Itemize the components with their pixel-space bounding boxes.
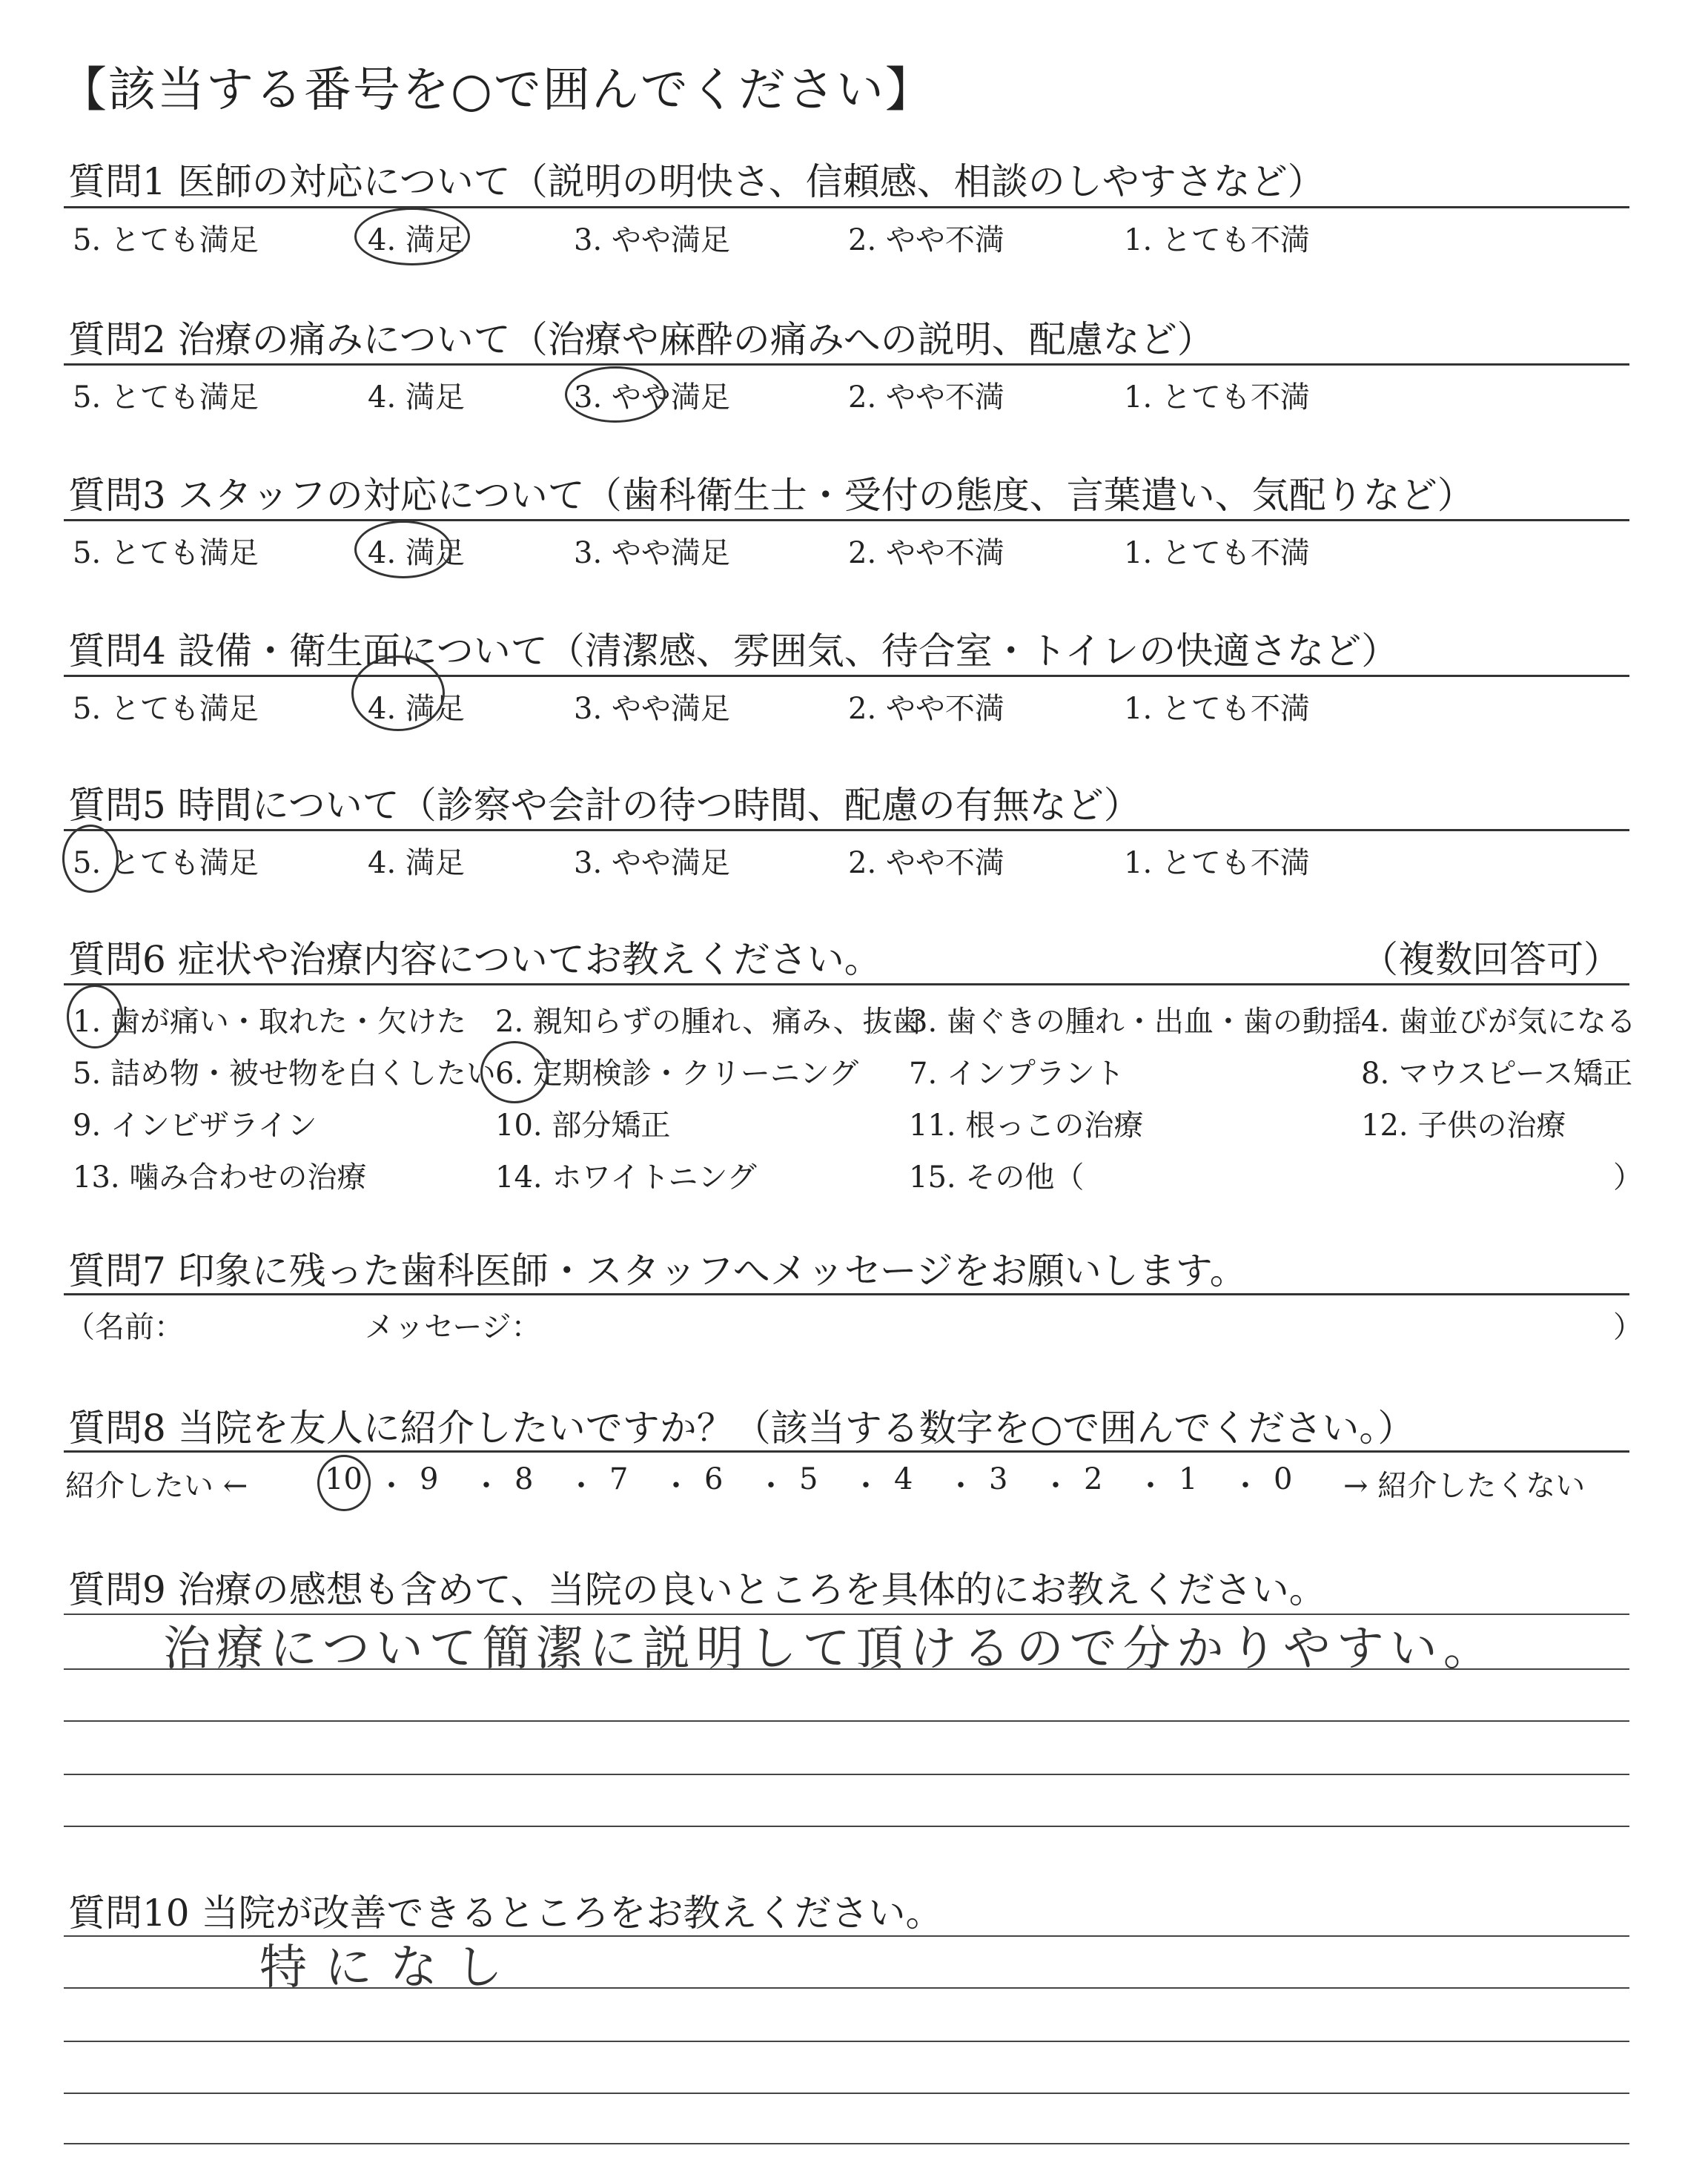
q1-option-4[interactable]: 4. 満足	[368, 223, 465, 257]
q6-option-14[interactable]: 14. ホワイトニング	[495, 1160, 757, 1195]
q8-scale-1[interactable]: 1	[1179, 1462, 1198, 1496]
q6-option-12[interactable]: 12. 子供の治療	[1361, 1109, 1566, 1143]
question-4-rule	[64, 675, 1629, 677]
question-8-title: 質問8 当院を友人に紹介したいですか？（該当する数字を○で囲んでください。）	[68, 1407, 1415, 1450]
q5-option-2[interactable]: 2. やや不満	[848, 846, 1004, 880]
q2-selection-circle	[565, 366, 666, 423]
q4-option-1[interactable]: 1. とても不満	[1124, 692, 1310, 726]
q2-option-4[interactable]: 4. 満足	[368, 380, 465, 415]
question-2-rule	[64, 363, 1629, 366]
q5-option-4[interactable]: 4. 満足	[368, 846, 465, 880]
q8-scale-0[interactable]: 0	[1274, 1462, 1293, 1496]
q8-right-label: → 紹介したくない	[1343, 1469, 1586, 1503]
page-title: 【該当する番号を○で囲んでください】	[59, 63, 934, 118]
q10-writing-line	[64, 2041, 1629, 2042]
q8-scale-separator: ・	[946, 1469, 976, 1503]
q4-option-4[interactable]: 4. 満足	[368, 692, 465, 726]
q8-scale-7[interactable]: 7	[609, 1462, 629, 1496]
q1-selection-circle	[354, 208, 470, 265]
q8-scale-4[interactable]: 4	[894, 1462, 913, 1496]
q8-scale-separator: ・	[1041, 1469, 1070, 1503]
q8-scale-2[interactable]: 2	[1084, 1462, 1103, 1496]
q10-writing-line	[64, 2143, 1629, 2144]
q9-writing-line	[64, 1720, 1629, 1722]
q8-scale-10[interactable]: 10	[325, 1462, 363, 1496]
q1-option-5[interactable]: 5. とても満足	[73, 223, 259, 257]
q8-scale-3[interactable]: 3	[989, 1462, 1008, 1496]
q3-option-1[interactable]: 1. とても不満	[1124, 536, 1310, 570]
q3-selection-circle	[354, 521, 452, 578]
q6-option-7[interactable]: 7. インプラント	[909, 1057, 1125, 1091]
q8-scale-separator: ・	[851, 1469, 881, 1503]
question-7-title: 質問7 印象に残った歯科医師・スタッフへメッセージをお願いします。	[68, 1249, 1247, 1292]
q8-scale-separator: ・	[661, 1469, 691, 1503]
question-2-title: 質問2 治療の痛みについて（治療や麻酔の痛みへの説明、配慮など）	[68, 318, 1214, 361]
q8-scale-9[interactable]: 9	[420, 1462, 439, 1496]
q7-message-field[interactable]	[549, 1301, 1586, 1342]
question-1-rule	[64, 206, 1629, 208]
q6-option-5[interactable]: 5. 詰め物・被せ物を白くしたい	[73, 1057, 496, 1091]
q8-scale-5[interactable]: 5	[799, 1462, 818, 1496]
q2-option-2[interactable]: 2. やや不満	[848, 380, 1004, 415]
q6-option-10[interactable]: 10. 部分矯正	[495, 1109, 671, 1143]
q6-option-1[interactable]: 1. 歯が痛い・取れた・欠けた	[73, 1005, 466, 1039]
q8-scale-separator: ・	[377, 1469, 406, 1503]
q5-option-5[interactable]: 5. とても満足	[73, 846, 259, 880]
q5-option-3[interactable]: 3. やや満足	[574, 846, 730, 880]
q6-option-3[interactable]: 3. 歯ぐきの腫れ・出血・歯の動揺	[909, 1005, 1362, 1039]
q6-option-11[interactable]: 11. 根っこの治療	[909, 1109, 1144, 1143]
q1-option-1[interactable]: 1. とても不満	[1124, 223, 1310, 257]
q8-scale-separator: ・	[1136, 1469, 1165, 1503]
q3-option-2[interactable]: 2. やや不満	[848, 536, 1004, 570]
q8-scale-separator: ・	[566, 1469, 596, 1503]
question-10-title: 質問10 当院が改善できるところをお教えください。	[68, 1892, 943, 1935]
q9-writing-line	[64, 1774, 1629, 1775]
question-9-title: 質問9 治療の感想も含めて、当院の良いところを具体的にお教えください。	[68, 1568, 1326, 1611]
q9-handwritten-answer[interactable]: 治療について簡潔に説明して頂けるので分かりやすい。	[163, 1622, 1497, 1677]
question-8-rule	[64, 1450, 1629, 1453]
question-7-rule	[64, 1293, 1629, 1295]
q6-option-8[interactable]: 8. マウスピース矯正	[1361, 1057, 1633, 1091]
question-4-title: 質問4 設備・衛生面について（清潔感、雰囲気、待合室・トイレの快適さなど）	[68, 630, 1399, 673]
q6-option-15[interactable]: 15. その他（	[909, 1160, 1085, 1195]
q5-selection-circle	[62, 825, 119, 893]
q8-scale-separator: ・	[1231, 1469, 1260, 1503]
q10-writing-line	[64, 2093, 1629, 2094]
q9-writing-line	[64, 1826, 1629, 1827]
question-3-rule	[64, 519, 1629, 521]
question-6-title: 質問6 症状や治療内容についてお教えください。	[68, 938, 881, 981]
q8-selection-circle	[317, 1455, 371, 1511]
question-5-rule	[64, 829, 1629, 831]
question-6-rule	[64, 983, 1629, 985]
q6-option-9[interactable]: 9. インビザライン	[73, 1109, 317, 1143]
q10-handwritten-answer[interactable]: 特になし	[259, 1941, 520, 1995]
q6-option-6[interactable]: 6. 定期検診・クリーニング	[495, 1057, 859, 1091]
q8-left-label: 紹介したい ←	[65, 1469, 248, 1503]
question-3-title: 質問3 スタッフの対応について（歯科衛生士・受付の態度、言葉遣い、気配りなど）	[68, 474, 1474, 517]
question-6-note: （複数回答可）	[1361, 938, 1621, 981]
q6-option-2[interactable]: 2. 親知らずの腫れ、痛み、抜歯	[495, 1005, 922, 1039]
q2-option-1[interactable]: 1. とても不満	[1124, 380, 1310, 415]
q3-option-5[interactable]: 5. とても満足	[73, 536, 259, 570]
q8-scale-separator: ・	[471, 1469, 501, 1503]
q6-option-4[interactable]: 4. 歯並びが気になる	[1361, 1005, 1636, 1039]
q8-scale-separator: ・	[756, 1469, 786, 1503]
q7-close-paren: ）	[1613, 1310, 1643, 1344]
q3-option-3[interactable]: 3. やや満足	[574, 536, 730, 570]
q2-option-5[interactable]: 5. とても満足	[73, 380, 259, 415]
q1-option-3[interactable]: 3. やや満足	[574, 223, 730, 257]
q4-option-2[interactable]: 2. やや不満	[848, 692, 1004, 726]
q8-scale-6[interactable]: 6	[704, 1462, 724, 1496]
q2-option-3[interactable]: 3. やや満足	[574, 380, 730, 415]
question-5-title: 質問5 時間について（診察や会計の待つ時間、配慮の有無など）	[68, 784, 1141, 827]
question-1-title: 質問1 医師の対応について（説明の明快さ、信頼感、相談のしやすさなど）	[68, 160, 1325, 203]
q4-selection-circle	[351, 655, 445, 731]
q6-selection-circle-6	[480, 1041, 549, 1103]
q1-option-2[interactable]: 2. やや不満	[848, 223, 1004, 257]
q6-other-close-paren: ）	[1613, 1160, 1643, 1195]
q6-option-13[interactable]: 13. 噛み合わせの治療	[73, 1160, 367, 1195]
q5-option-1[interactable]: 1. とても不満	[1124, 846, 1310, 880]
q4-option-3[interactable]: 3. やや満足	[574, 692, 730, 726]
q7-message-label: メッセージ：	[365, 1310, 541, 1344]
q6-selection-circle-1	[67, 985, 123, 1048]
q8-scale-8[interactable]: 8	[514, 1462, 534, 1496]
q4-option-5[interactable]: 5. とても満足	[73, 692, 259, 726]
q3-option-4[interactable]: 4. 満足	[368, 536, 465, 570]
q7-name-label: （名前：	[65, 1310, 184, 1344]
